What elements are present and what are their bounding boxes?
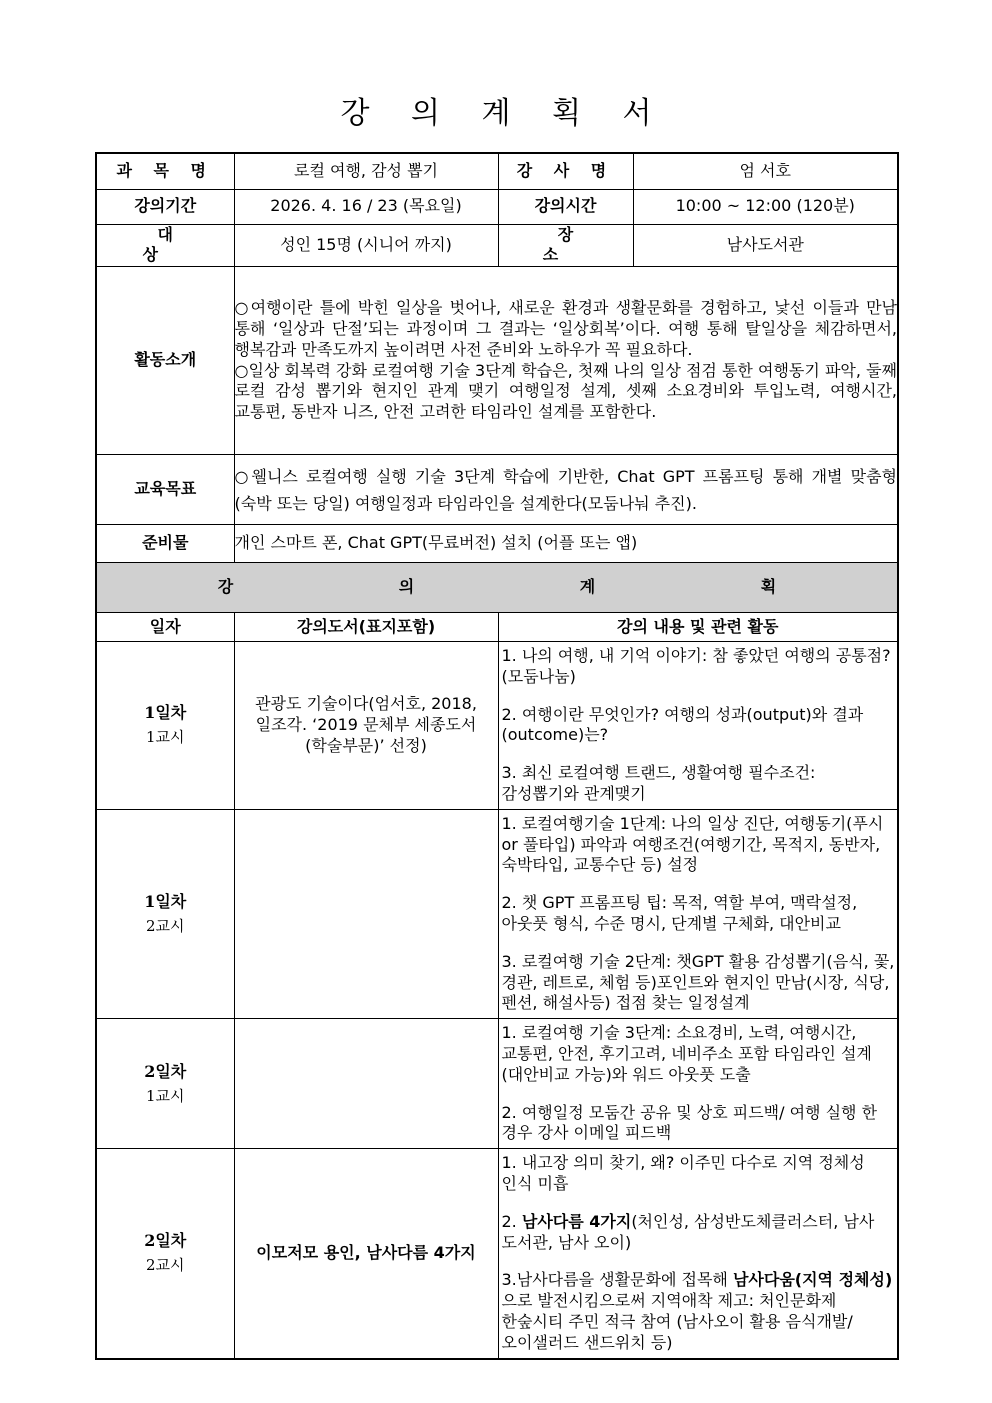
session-4-item-2 — [502, 1212, 896, 1254]
session-1-day-label: 1일차 — [144, 703, 187, 723]
session-3-day-label: 2일차 — [144, 1061, 187, 1081]
target-row — [96, 224, 898, 267]
session-4-item-1: 1. 내고장 의미 찾기, 왜? 이주민 다수로 지역 정체성 인식 미흡 — [501, 1153, 865, 1194]
session-row-4 — [96, 1149, 898, 1359]
session-4-item-2-prefix: 2. — [501, 1211, 522, 1231]
session-4-item-3 — [502, 1270, 896, 1353]
session-row-1 — [96, 642, 898, 810]
session-4-day-label: 2일차 — [144, 1231, 187, 1251]
session-3-item-2: 2. 여행일정 모둠간 공유 및 상호 피드백/ 여행 실행 한 경우 강사 이메일 피드백 — [501, 1102, 878, 1143]
session-1-day — [96, 642, 234, 810]
lecture-plan-table — [95, 152, 899, 1360]
session-2-content — [498, 809, 898, 1018]
session-3-item-1: 1. 로컬여행 기술 3단계: 소요경비, 노력, 여행시간, 교통편, 안전, 후기고려, 네비주소 포함 타임라인 설계(대안비교 가능)와 워드 아웃풋 도출 — [501, 1023, 872, 1084]
session-4-item-2-rest: (처인성, 삼성반도체클러스터, 남사 도서관, 남사 오이) — [501, 1211, 875, 1252]
course-value: 로컬 여행, 감성 뽑기 — [234, 153, 498, 189]
place-value: 남사도서관 — [633, 224, 898, 267]
plan-header-row — [96, 563, 898, 613]
session-1-book: 관광도 기술이다(엄서호, 2018, 일조각. ‘2019 문체부 세종도서 (학술부문)’ 선정) — [234, 642, 498, 810]
session-4-item-3-rest: 으로 발전시킴으로써 지역애착 제고: 처인문화제 한숲시티 주민 적극 참여 (남사오이 활용 음식개발/ 오이샐러드 샌드위치 등) — [501, 1291, 853, 1352]
col-book-header: 강의도서(표지포함) — [234, 613, 498, 642]
session-2-item-2: 2. 챗 GPT 프롬프팅 팁: 목적, 역할 부여, 맥락설정, 아웃풋 형식, 수준 명시, 단계별 구체화, 대안비교 — [501, 893, 858, 934]
session-3-period-label: 1교시 — [145, 1086, 185, 1105]
goal-row — [96, 455, 898, 525]
session-2-day-label: 1일차 — [144, 892, 187, 912]
place-label: 장 소 — [498, 224, 633, 267]
time-label: 강의시간 — [498, 189, 633, 224]
session-4-item-3-bold: 남사다움(지역 정체성) — [732, 1270, 893, 1290]
prep-row — [96, 525, 898, 563]
period-row — [96, 189, 898, 224]
session-2-item-3: 3. 로컬여행 기술 2단계: 챗GPT 활용 감성뽑기(음식, 꽃, 경관, 레트로, 체험 등)포인트와 현지인 만남(시장, 식당, 펜션, 해설사등) 접점 찾는 일정설계 — [501, 951, 895, 1013]
session-4-period-label: 2교시 — [145, 1256, 185, 1275]
instructor-label: 강 사 명 — [498, 153, 633, 189]
goal-text: ○웰니스 로컬여행 실행 기술 3단계 학습에 기반한, Chat GPT 프롬프팅 통해 개별 맞춤형 (숙박 또는 당일) 여행일정과 타임라인을 설계한다(모둠나눠 추진). — [234, 455, 898, 525]
session-1-period-label: 1교시 — [145, 728, 185, 747]
target-value: 성인 15명 (시니어 까지) — [234, 224, 498, 267]
period-value: 2026. 4. 16 / 23 (목요일) — [234, 189, 498, 224]
session-1-content — [498, 642, 898, 810]
session-4-book: 이모저모 용인, 남사다름 4가지 — [234, 1149, 498, 1359]
intro-label: 활동소개 — [96, 267, 234, 455]
plan-column-headers — [96, 613, 898, 642]
session-row-2 — [96, 809, 898, 1018]
period-label: 강의기간 — [96, 189, 234, 224]
intro-text — [234, 267, 898, 455]
col-day-header: 일자 — [96, 613, 234, 642]
intro-paragraph-1: ○여행이란 틀에 박힌 일상을 벗어나, 새로운 환경과 생활문화를 경험하고, 낯선 이들과 만남 통해 ‘일상과 단절’되는 과정이며 그 결과는 ‘일상회복’이다. 여행 통해 탈일상을 체감하면서, 행복감과 만족도까지 높이려면 사전 준비와 노하우가 꼭 필요하다. — [234, 298, 897, 359]
prep-text: 개인 스마트 폰, Chat GPT(무료버전) 설치 (어플 또는 앱) — [234, 525, 898, 563]
session-4-item-3-prefix: 3.남사다름을 생활문화에 접목해 — [501, 1270, 733, 1290]
course-row — [96, 153, 898, 189]
session-1-item-2: 2. 여행이란 무엇인가? 여행의 성과(output)와 결과(outcome)는? — [501, 704, 864, 745]
session-2-period-label: 2교시 — [145, 917, 185, 936]
session-1-item-3: 3. 최신 로컬여행 트랜드, 생활여행 필수조건: 감성뽑기와 관계맺기 — [501, 763, 816, 804]
session-3-book — [234, 1019, 498, 1149]
instructor-value: 엄 서호 — [633, 153, 898, 189]
session-2-day — [96, 809, 234, 1018]
session-4-day — [96, 1149, 234, 1359]
course-label: 과 목 명 — [96, 153, 234, 189]
session-1-item-1: 1. 나의 여행, 내 기억 이야기: 참 좋았던 여행의 공통점?(모둠나눔) — [501, 646, 891, 686]
time-value: 10:00 ~ 12:00 (120분) — [633, 189, 898, 224]
session-2-book — [234, 809, 498, 1018]
session-4-content — [498, 1149, 898, 1359]
target-label: 대 상 — [96, 224, 234, 267]
session-4-item-2-bold: 남사다름 4가지 — [521, 1211, 632, 1231]
col-content-header: 강의 내용 및 관련 활동 — [498, 613, 898, 642]
intro-row — [96, 267, 898, 455]
session-row-3 — [96, 1019, 898, 1149]
goal-label: 교육목표 — [96, 455, 234, 525]
prep-label: 준비물 — [96, 525, 234, 563]
document-title: 강 의 계 획 서 — [340, 96, 668, 131]
intro-paragraph-2: ○일상 회복력 강화 로컬여행 기술 3단계 학습은, 첫째 나의 일상 점검 통한 여행동기 파악, 둘째 로컬 감성 뽑기와 현지인 관계 맺기 여행일정 설계, 셋째 소요경비와 투입노력, 여행시간, 교통편, 동반자 니즈, 안전 고려한 타임라인 설계를 포함한다. — [234, 360, 897, 422]
session-3-day — [96, 1019, 234, 1149]
session-3-content — [498, 1019, 898, 1149]
session-2-item-1: 1. 로컬여행기술 1단계: 나의 일상 진단, 여행동기(푸시 or 풀타입) 파악과 여행조건(여행기간, 목적지, 동반자, 숙박타입, 교통수단 등) 설정 — [501, 813, 884, 875]
plan-header: 강 의 계 획 — [217, 577, 857, 597]
